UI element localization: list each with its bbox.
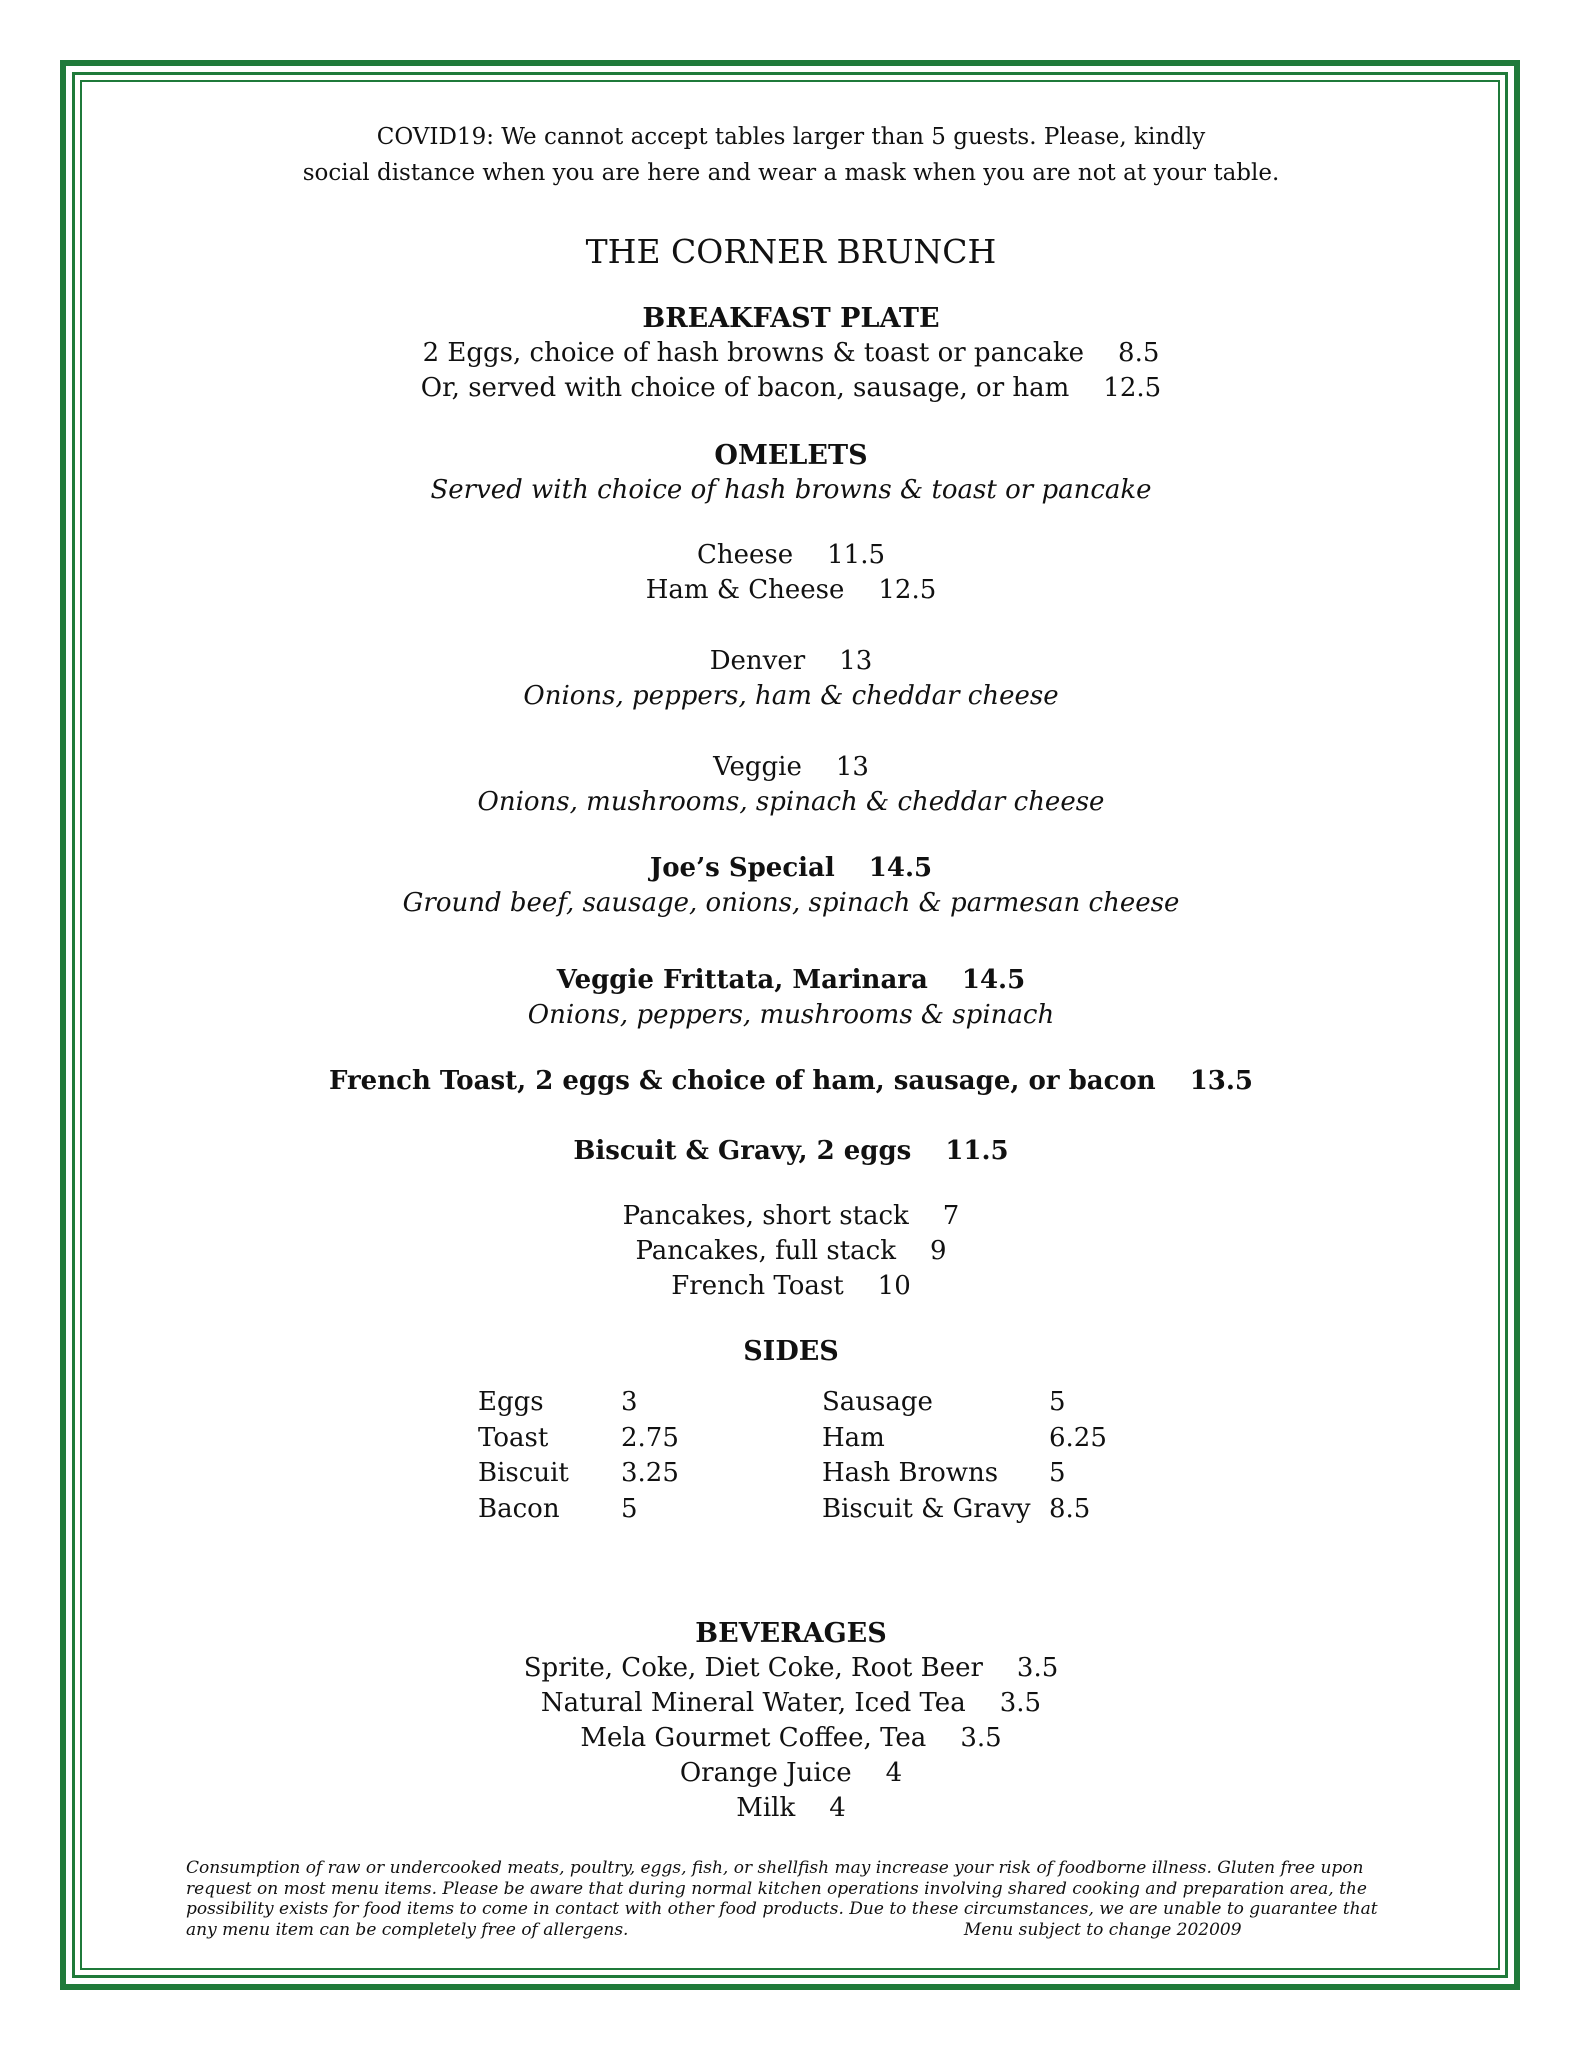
item-name: Cheese [696,540,794,570]
griddle-item [90,1236,1492,1266]
item-price: 9 [929,1236,947,1266]
griddle-item [90,1201,1492,1231]
side-item [822,1421,1122,1457]
omelet-veggie [90,752,1492,782]
item-price: 3.5 [999,1688,1042,1718]
beverage-item [90,1793,1492,1823]
side-item [478,1385,718,1421]
item-name: French Toast [671,1271,844,1301]
joes-special-description: Ground beef, sausage, onions, spinach & parmesan cheese [402,888,1180,918]
side-item [822,1385,1122,1421]
menu-title: THE CORNER BRUNCH [585,232,997,271]
item-price: 4 [885,1758,903,1788]
sides-heading: SIDES [743,1336,839,1367]
side-item [822,1456,1122,1492]
omelet-veggie-description: Onions, mushrooms, spinach & cheddar cheese [477,787,1105,817]
veggie-frittata-description: Onions, peppers, mushrooms & spinach [527,1000,1055,1030]
disclaimer-text: Consumption of raw or undercooked meats, poultry, eggs, fish, or shellfish may increase your risk of foodborne illness. Gluten free upon request on most menu items. Please be aware that during normal kitchen operations involving shared cooking and preparation area, the possibility exists for food items to come in contact with other food products. Due to these circumstances, we are unable to guarantee that any menu item can be completely free of allergens. [186,1858,1378,1940]
side-item [822,1492,1122,1528]
item-price: 12.5 [1103,373,1162,403]
item-price: 3.5 [1016,1653,1059,1683]
omelets-heading: OMELETS [714,440,868,471]
item-price: 4 [829,1793,846,1823]
side-name: Ham [822,1422,885,1453]
omelet-cheese [90,540,1492,570]
side-price: 2.75 [621,1422,679,1453]
covid-notice-line-1: COVID19: We cannot accept tables larger than 5 guests. Please, kindly [376,124,1206,150]
side-item [478,1421,718,1457]
item-price: 7 [942,1201,960,1231]
item-price: 12.5 [878,575,937,605]
side-name: Biscuit [478,1458,569,1488]
omelets-subtitle: Served with choice of hash browns & toast or pancake [430,475,1152,505]
side-item [478,1456,718,1492]
item-price: 14.5 [961,965,1026,995]
item-name: 2 Eggs, choice of hash browns & toast or pancake [422,338,1085,368]
beverage-item [90,1758,1492,1788]
side-price: 8.5 [1049,1493,1091,1524]
item-price: 11.5 [945,1136,1009,1166]
biscuit-gravy [90,1136,1492,1166]
beverages-heading: BEVERAGES [695,1618,887,1649]
item-name: French Toast, 2 eggs & choice of ham, sausage, or bacon [328,1066,1156,1096]
side-name: Hash Browns [822,1458,999,1488]
item-name: Veggie Frittata, Marinara [556,965,928,995]
item-price: 13 [839,646,873,676]
item-name: Denver [709,646,806,676]
side-price: 6.25 [1049,1422,1107,1453]
side-price: 5 [1049,1387,1066,1417]
menu-change-note: Menu subject to change 202009 [963,1919,1242,1940]
item-name: Milk [736,1793,796,1823]
side-price: 5 [1049,1458,1066,1488]
beverage-item [90,1653,1492,1683]
side-name: Toast [478,1422,549,1453]
item-price: 13.5 [1189,1066,1254,1096]
item-name: Biscuit & Gravy, 2 eggs [573,1136,912,1166]
breakfast-plate-heading: BREAKFAST PLATE [642,303,940,334]
item-name: Joe’s Special [649,853,835,883]
omelet-denver-description: Onions, peppers, ham & cheddar cheese [523,681,1059,711]
item-name: Pancakes, short stack [622,1201,909,1231]
sides-right-column [822,1385,1122,1527]
item-price: 10 [877,1271,911,1301]
omelet-denver [90,646,1492,676]
veggie-frittata [90,965,1492,995]
breakfast-plate-item [90,373,1492,403]
beverage-item [90,1723,1492,1753]
side-price: 5 [621,1493,638,1524]
griddle-item [90,1271,1492,1301]
item-name: Mela Gourmet Coffee, Tea [580,1723,927,1753]
item-price: 3.5 [960,1723,1002,1753]
item-name: Sprite, Coke, Diet Coke, Root Beer [523,1653,983,1683]
item-price: 14.5 [868,853,933,883]
side-name: Biscuit & Gravy [822,1493,1031,1524]
allergen-disclaimer [186,1858,1396,1940]
side-name: Sausage [822,1387,933,1417]
side-price: 3 [621,1387,638,1417]
omelet-ham-cheese [90,575,1492,605]
menu-page [90,90,1492,1960]
item-price: 11.5 [827,540,886,570]
item-price: 8.5 [1118,338,1160,368]
item-name: Natural Mineral Water, Iced Tea [540,1688,966,1718]
beverage-item [90,1688,1492,1718]
item-price: 13 [835,752,869,782]
joes-special [90,853,1492,883]
covid-notice-line-2: social distance when you are here and wear a mask when you are not at your table. [302,160,1280,186]
sides-left-column [478,1385,718,1527]
side-name: Eggs [478,1387,544,1417]
side-price: 3.25 [621,1458,679,1488]
side-name: Bacon [478,1493,560,1524]
item-name: Orange Juice [679,1758,852,1788]
french-toast-combo [90,1066,1492,1096]
item-name: Veggie [713,752,802,782]
side-item [478,1492,718,1528]
item-name: Pancakes, full stack [635,1236,896,1266]
item-name: Ham & Cheese [645,575,845,605]
item-name: Or, served with choice of bacon, sausage, or ham [420,373,1070,403]
breakfast-plate-item [90,338,1492,368]
